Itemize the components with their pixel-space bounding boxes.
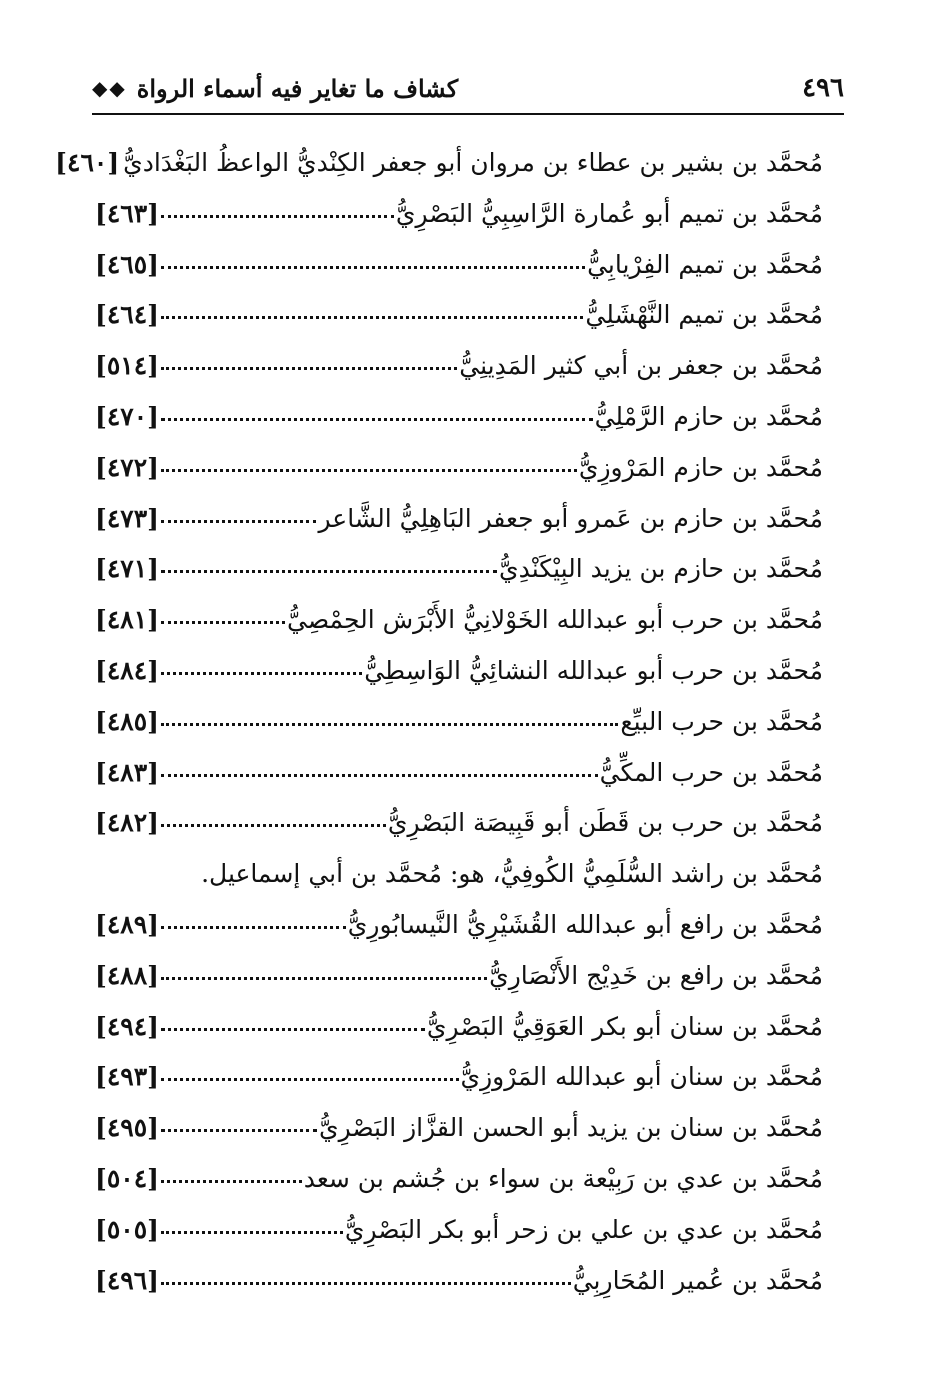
entry-name: مُحمَّد بن عدي بن رَبِيْعة بن سواء بن جُشم بن سعد [303,1163,823,1193]
entry-name: مُحمَّد بن حازم بن يزيد البِيْكَنْدِيُّ [499,554,823,584]
entry-reference-number: [٤٧٠] [95,401,159,431]
index-entry [95,1103,823,1154]
entry-reference-number: [٤٨٥] [95,706,159,736]
entry-name: مُحمَّد بن تميم النَّهْشَلِيُّ [585,300,823,330]
entry-reference-number: [٤٦٠] [55,148,120,177]
header-rule [92,113,844,115]
narrator-index-list [55,138,823,1306]
dot-leader [161,367,457,370]
entry-name: مُحمَّد بن حرب أبو عبدالله النشائِيُّ الوَاسِطِيُّ [364,655,823,685]
entry-name: مُحمَّد بن رافع بن خَدِيْج الأَنْصَارِيُّ [489,960,823,990]
entry-reference-number: [٤٦٣] [95,198,159,228]
entry-name: مُحمَّد بن حازم بن عَمرو أبو جعفر البَاهِلِيُّ الشَّاعر [318,503,823,533]
index-entry [55,138,823,189]
dot-leader [161,316,583,319]
entry-name: مُحمَّد بن سنان أبو عبدالله المَرْوزِيُّ [460,1062,823,1092]
entry-reference-number: [٤٩٤] [95,1011,159,1041]
entry-name: مُحمَّد بن حرب أبو عبدالله الخَوْلانِيُّ الأَبْرَش الحِمْصِيُّ [287,605,823,635]
entry-name: مُحمَّد بن جعفر بن أبي كثير المَدِينِيُّ [459,351,823,381]
entry-name: مُحمَّد بن سنان أبو بكر العَوَقِيُّ البَصْرِيُّ [426,1011,823,1041]
dot-leader [161,723,618,726]
index-entry [95,189,823,240]
entry-name: مُحمَّد بن تميم أبو عُمارة الرَّاسِبِيُّ البَصْرِيُّ [395,198,823,228]
dot-leader [161,1180,302,1183]
running-title-text: كشاف ما تغاير فيه أسماء الرواة [136,73,459,103]
entry-name: مُحمَّد بن حرب بن قَطَن أبو قَبِيصَة البَصْرِيُّ [387,808,823,838]
diamond-ornament-icon: ◆◆ [92,76,127,100]
dot-leader [161,570,497,573]
index-entry [95,646,823,697]
entry-reference-number: [٥٠٥] [95,1214,159,1244]
running-title [92,74,458,103]
index-entry [95,1256,823,1307]
dot-leader [161,774,598,777]
index-entry [95,443,823,494]
dot-leader [161,1282,571,1285]
entry-reference-number: [٤٨٢] [95,808,159,838]
entry-reference-number: [٤٩٥] [95,1113,159,1143]
entry-reference-number: [٤٧١] [95,554,159,584]
entry-name: مُحمَّد بن راشد السُّلَمِيُّ الكُوفِيُّ، هو: مُحمَّد بن أبي إسماعيل. [201,859,823,889]
index-entry [95,392,823,443]
entry-reference-number: [٥٠٤] [95,1163,159,1193]
index-entry [95,697,823,748]
page-header [92,62,844,114]
entry-name: مُحمَّد بن حازم الرَّمْلِيُّ [594,401,823,431]
entry-reference-number: [٤٧٢] [95,452,159,482]
index-entry [95,544,823,595]
entry-name: مُحمَّد بن حرب البيِّع [620,706,823,736]
dot-leader [161,824,386,827]
entry-reference-number: [٤٧٣] [95,503,159,533]
entry-name: مُحمَّد بن عدي بن علي بن زحر أبو بكر البَصْرِيُّ [344,1214,823,1244]
entry-name: مُحمَّد بن تميم الفِرْيابِيُّ [587,249,823,279]
dot-leader [161,621,285,624]
index-entry [95,1052,823,1103]
entry-name: مُحمَّد بن بشير بن عطاء بن مروان أبو جعفر الكِنْديُّ الواعظُ البَغْدَاديُّ [123,148,823,177]
entry-reference-number: [٤٩٦] [95,1265,159,1295]
index-entry [95,1205,823,1256]
dot-leader [161,418,593,421]
dot-leader [161,977,487,980]
index-entry [95,951,823,1002]
entry-name: مُحمَّد بن حرب المكِّيُّ [599,757,823,787]
index-entry [95,849,823,900]
dot-leader [161,469,577,472]
entry-name: مُحمَّد بن رافع أبو عبدالله القُشَيْرِيُّ النَّيسابُورِيُّ [347,909,823,939]
entry-reference-number: [٤٦٤] [95,300,159,330]
index-entry [95,290,823,341]
index-entry [95,1002,823,1053]
index-entry [95,240,823,291]
dot-leader [161,672,362,675]
dot-leader [161,1028,425,1031]
entry-reference-number: [٤٨٣] [95,757,159,787]
index-entry [95,900,823,951]
dot-leader [161,215,394,218]
entry-reference-number: [٤٨٩] [95,909,159,939]
entry-reference-number: [٤٨٨] [95,960,159,990]
dot-leader [161,266,585,269]
entry-reference-number: [٥١٤] [95,351,159,381]
dot-leader [161,1129,317,1132]
entry-name: مُحمَّد بن سنان بن يزيد أبو الحسن القزَّاز البَصْرِيُّ [319,1113,823,1143]
dot-leader [161,1078,459,1081]
entry-name: مُحمَّد بن عُمير المُحَارِبِيُّ [572,1265,823,1295]
entry-name: مُحمَّد بن حازم المَرْوزِيُّ [578,452,823,482]
dot-leader [161,1231,343,1234]
index-entry [95,595,823,646]
entry-reference-number: [٤٨٤] [95,655,159,685]
index-entry [95,748,823,799]
entry-reference-number: [٤٨١] [95,605,159,635]
index-entry [95,341,823,392]
entry-reference-number: [٤٦٥] [95,249,159,279]
index-entry [95,494,823,545]
entry-reference-number: [٤٩٣] [95,1062,159,1092]
dot-leader [161,926,346,929]
page-number: ٤٩٦ [802,73,844,103]
index-entry [95,798,823,849]
dot-leader [161,520,317,523]
index-entry [95,1154,823,1205]
